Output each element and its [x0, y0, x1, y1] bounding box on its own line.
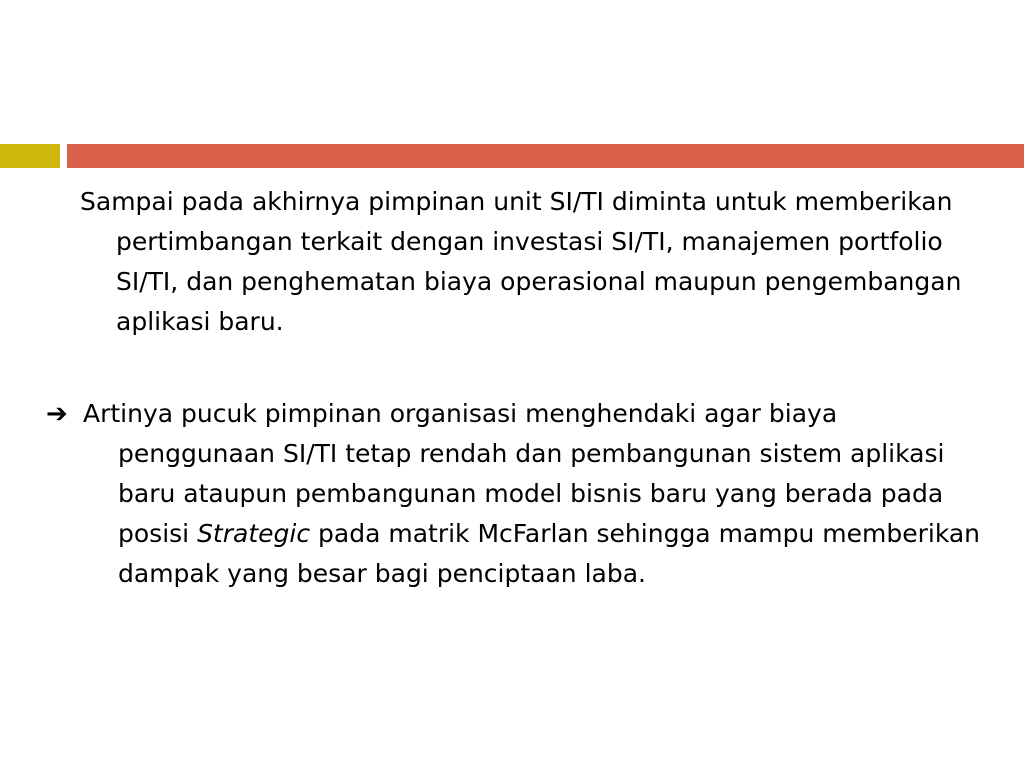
paragraph-2-text-after: pada matrik McFarlan sehingga mampu memberikan dampak yang besar bagi penciptaan laba.	[118, 519, 981, 588]
paragraph-1	[80, 182, 976, 342]
paragraph-2: ➔ Artinya pucuk pimpinan organisasi menghendaki agar biaya penggunaan SI/TI tetap rendah dan pembangunan sistem aplikasi baru ataupun pembangunan model bisnis baru yang berada pada posisi Strategic pada matrik McFarlan sehingga mampu memberikan dampak yang besar bagi penciptaan laba.	[46, 399, 981, 588]
strategic-term: Strategic	[197, 519, 311, 548]
paragraph-1-text: Sampai pada akhirnya pimpinan unit SI/TI diminta untuk memberikan pertimbangan terkait dengan investasi SI/TI, manajemen portfolio SI/TI, dan penghematan biaya operasional maupun pengembangan aplikasi baru.	[80, 187, 962, 336]
accent-bar-left	[0, 144, 60, 168]
paragraph-2-text-before: Artinya pucuk pimpinan organisasi menghendaki agar biaya penggunaan SI/TI tetap rendah dan pembangunan sistem aplikasi baru ataupun pembangunan model bisnis baru yang berada pada posisi	[83, 399, 945, 548]
accent-bar-right	[67, 144, 1024, 168]
